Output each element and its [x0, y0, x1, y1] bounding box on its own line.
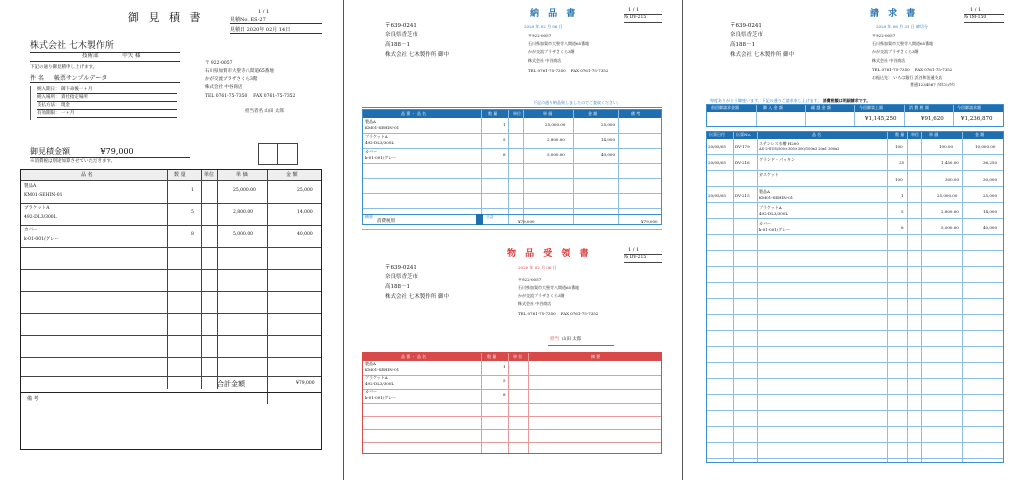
delivery-from-address: 石川県加賀市大聖寺八間道65番地 [528, 41, 590, 46]
estimate-issuer-staff: 担当者名 山田 太郎 [245, 109, 284, 114]
delivery-foot-tax: 消費税別 [377, 219, 395, 224]
estimate-recipient-row [30, 54, 180, 62]
estimate-title: 御 見 積 書 [128, 11, 204, 24]
receipt-header-qty: 数 量 [487, 354, 497, 359]
invoice-from-company: 株式会社 中谷商店 [872, 58, 906, 63]
estimate-remarks-label: 備 考 [27, 396, 39, 402]
estimate-table-header [21, 170, 321, 181]
receipt-from-contact: TEL 0761-75-7350 FAX 0761-75-7352 [518, 311, 599, 316]
delivery-header-unit: 単位 [513, 111, 521, 116]
invoice-to-zip: 〒639-0241 [730, 23, 762, 29]
summary-carry-label: 繰 越 金 額 [811, 105, 831, 110]
invoice-to-city: 奈良県香芝市 [730, 32, 764, 38]
delivery-to-zip: 〒639-0241 [385, 23, 417, 29]
estimate-subject-row [30, 76, 180, 83]
estimate-number-row: 見積No. ES-27 [230, 18, 322, 24]
delivery-table-header [363, 110, 661, 118]
estimate-issuer-contact: TEL 0761-75-7350 FAX 0761-75-7352 [205, 94, 296, 99]
estimate-sum-label: 合計金額 [217, 380, 245, 388]
estimate-number: ES-27 [250, 17, 266, 23]
receipt-page-number: 1 / 1 [628, 247, 640, 253]
estimate-total-label: 御見積金額 [30, 147, 70, 156]
invoice-header-unit: 単位 [911, 132, 919, 137]
receipt-to-zip: 〒639-0241 [385, 265, 417, 271]
invoice-header-amount: 金 額 [975, 132, 985, 137]
estimate-tax-note: ※消費税は別途加算させていただきます。 [30, 159, 116, 164]
estimate-term-delivery-date: 納入期日： 御下命後一ヶ月 [37, 88, 177, 94]
invoice-header-qty: 数 量 [895, 132, 905, 137]
estimate-term-validity: 有効期限： 一ヶ月 [37, 112, 177, 118]
invoice-header-price: 単 価 [929, 132, 939, 137]
estimate-sum: ¥79,000 [296, 381, 315, 386]
estimate-subject-label: 件 名 [30, 75, 44, 82]
delivery-from-zip: 〒922-0057 [528, 33, 552, 38]
estimate-total: ¥79,000 [100, 147, 134, 156]
summary-tax: ¥91,620 [921, 116, 944, 122]
estimate-issuer-address: 石川県加賀市大聖寺八間道65番地 [205, 69, 274, 74]
delivery-header-price: 単 価 [543, 111, 553, 116]
delivery-page-number: 1 / 1 [628, 7, 640, 13]
delivery-title: 納 品 書 [530, 9, 579, 19]
delivery-header-amount: 金 額 [588, 111, 598, 116]
estimate-date-row: 見積日 2020年 02月 14日 [230, 28, 322, 34]
receipt-table: 品 番 ・ 品 名 数 量 単 位 摘 要 製品A KM01-SEHIN-01 1 プラケットA 492-DL3/300L 5 カバー k-01-001/グレー 8 [362, 352, 662, 454]
invoice-to-area: 高188－1 [730, 42, 755, 48]
estimate-issuer-zip: 〒 922-0057 [205, 61, 233, 66]
delivery-header-item: 品 番 ・ 品 名 [401, 111, 427, 116]
invoice-summary [706, 104, 1004, 127]
delivery-foot-total-2: ¥79,000 [641, 219, 658, 224]
receipt-number: № DV-215 [624, 255, 647, 260]
summary-total-label: 今回御請求額 [957, 105, 981, 110]
estimate-page-number: 1 / 1 [258, 9, 270, 15]
delivery-header-note: 備 考 [631, 111, 641, 116]
invoice-table: 伝票日付 伝票No. 品 名 数 量 単位 単 価 金 額 20/05/05 DV-179 ステンレス水槽 H200 AS-2-SUS/500×300×300/100x3 20x1 300x2 100 100.00 10,000.00 20/05/05 DV-216 グランド・パッキン 25 1,450.00 36,250 ガスケット 100 300.00 30,000 20/05/05 DV-215 製品A KM01-SEHIN-01 1 25,000.00 25,000 プラケットA 492-DL3/300L 5 2,800.00 14,000 カバー k-01-001/グレー 8 5,000.00 40,000 [706, 131, 1004, 463]
receipt-table-header [363, 353, 661, 361]
delivery-to-area: 高188－1 [385, 42, 410, 48]
delivery-to-city: 奈良県香芝市 [385, 32, 419, 38]
summary-tax-label: 消 費 税 額 [909, 105, 929, 110]
delivery-to-company: 株式会社 七木製作所 御中 [385, 52, 449, 58]
invoice-from-contact: TEL 0761-75-7350 FAX 0761-75-7352 [872, 67, 953, 72]
invoice-bank-account: 普通1234567 ﾅｶﾀﾆｼｮｳﾃﾝ [910, 82, 956, 87]
receipt-date: 2020 年 02 月 06 日 [518, 265, 557, 270]
estimate-issuer-building: かが交流プラザさくら3階 [205, 77, 258, 82]
invoice-date: 2020 年 08 月 31 日 締切分 [876, 24, 928, 29]
receipt-to-company: 株式会社 七木製作所 御中 [385, 294, 449, 300]
estimate-term-delivery-place: 納入場所： 貴社指定場所 [37, 96, 177, 102]
receipt-staff: 担当 山田 太郎 [550, 337, 582, 342]
invoice-header-date: 伝票日付 [709, 132, 725, 137]
summary-paid-label: 御 入 金 額 [763, 105, 783, 110]
delivery-date: 2020 年 02 月 06 日 [524, 24, 563, 29]
estimate-header-unit: 単位 [204, 172, 215, 178]
invoice-table-header [707, 132, 1003, 139]
delivery-header-qty: 数 量 [488, 111, 498, 116]
delivery-from-company: 株式会社 中谷商店 [528, 58, 562, 63]
delivery-table: 品 番 ・ 品 名 数 量 単位 単 価 金 額 備 考 製品A KM01-SEHIN-01 1 25,000.00 25,000 プラケットA 492-DL3/300L 5 2,800.00 14,000 カバー k-01-001/グレー 8 5,000.00 40,000 摘要 消費税別 合計 ¥79,000 ¥79,000 [362, 109, 662, 225]
delivery-foot-total: ¥79,000 [518, 219, 535, 224]
estimate-term-payment: 支払方法： 現金 [37, 104, 177, 110]
page-separator-2 [682, 0, 683, 480]
delivery-number: № DV-215 [624, 15, 647, 20]
estimate-header-amount: 金 額 [286, 172, 298, 178]
estimate-header-qty: 数 量 [174, 172, 186, 178]
estimate-terms [30, 86, 180, 120]
estimate-table: 品 名 数 量 単位 単 価 金 額 製品A KM01-SEHIN-01 1 25,000.00 25,000 プラケットA 492-DL3/300L 5 2,800.00 14,000 カバー k-01-001/グレー 8 5,000.00 40,000 合計金額 ¥79,000 備 考 [20, 169, 322, 450]
receipt-from-building: かが交流プラザさくら3階 [518, 293, 565, 298]
estimate-total-row [30, 148, 190, 158]
estimate-person: 中矢 様 [122, 53, 141, 59]
invoice-number: № IM-150 [964, 15, 987, 20]
summary-purchase: ¥1,145,250 [865, 116, 897, 122]
receipt-from-address: 石川県加賀市大聖寺八間道65番地 [518, 285, 580, 290]
receipt-header-unit: 単 位 [513, 354, 523, 359]
estimate-subject: 帳票サンプルデータ [53, 75, 108, 82]
invoice-header-slip: 伝票No. [736, 132, 752, 137]
receipt-from-zip: 〒922-0057 [518, 277, 542, 282]
receipt-header-item: 品 番 ・ 品 名 [401, 354, 427, 359]
receipt-to-city: 奈良県香芝市 [385, 274, 419, 280]
invoice-title: 請 求 書 [870, 9, 919, 19]
stamp-box-1 [258, 143, 278, 165]
summary-prev-label: 前回御請求金額 [711, 105, 739, 110]
estimate-customer: 株式会社 七木製作所 [30, 42, 180, 53]
receipt-from-company: 株式会社 中谷商店 [518, 301, 552, 306]
estimate-header-price: 単 価 [236, 172, 248, 178]
summary-total: ¥1,236,870 [961, 116, 993, 122]
page-separator-1 [343, 0, 344, 480]
invoice-notice: 毎度ありがとう御座います。下記の通りご請求申し上げます。 消費税額は明細請求です。 [710, 98, 871, 103]
stamp-box-2 [278, 143, 298, 165]
summary-purchase-label: 今回御買上額 [859, 105, 883, 110]
receipt-title: 物 品 受 領 書 [507, 249, 592, 259]
invoice-to-company: 株式会社 七木製作所 御中 [730, 52, 794, 58]
delivery-foot-total-label: 合計 [486, 214, 494, 219]
estimate-dept: 技術部 [82, 53, 99, 59]
receipt-header-note: 摘 要 [591, 354, 601, 359]
invoice-page-number: 1 / 1 [970, 7, 982, 13]
estimate-header-item: 品 名 [81, 172, 93, 178]
delivery-notice: 下記の通り納品致しましたのでご査収ください。 [533, 100, 621, 105]
estimate-intro: 下記の通り御見積申し上げます。 [30, 65, 98, 70]
invoice-from-building: かが交流プラザさくら3階 [872, 49, 919, 54]
invoice-from-address: 石川県加賀市大聖寺八間道65番地 [872, 41, 934, 46]
invoice-header-item: 品 名 [812, 132, 822, 137]
invoice-bank: お振込先： いろは銀行 浜谷和治通支店 [872, 75, 943, 80]
invoice-from-zip: 〒922-0057 [872, 33, 896, 38]
estimate-date: 2020年 02月 14日 [246, 27, 291, 33]
estimate-issuer-company: 株式会社 中谷商店 [205, 85, 243, 90]
delivery-foot-label: 摘要 [365, 214, 373, 219]
delivery-from-building: かが交流プラザさくら3階 [528, 49, 575, 54]
delivery-from-contact: TEL 0761-75-7350 FAX 0761-75-7352 [528, 68, 609, 73]
receipt-to-area: 高188－1 [385, 284, 410, 290]
